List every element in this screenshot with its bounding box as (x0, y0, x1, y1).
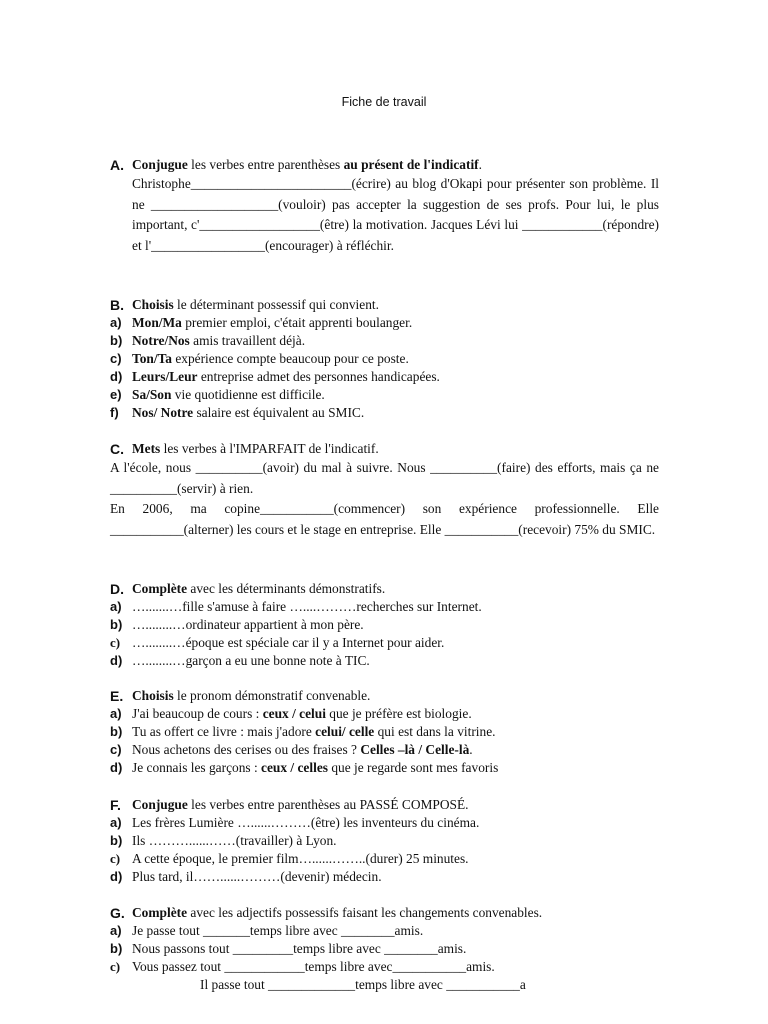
section-d (110, 580, 659, 670)
section-f (110, 796, 659, 886)
list-item: a) J'ai beaucoup de cours : ceux / celui que je préfère est biologie. (110, 706, 472, 721)
list-item: b) Notre/Nos amis travaillent déjà. (110, 333, 306, 348)
list-item: b) Nous passons tout _________temps libre avec ________amis. (110, 941, 467, 956)
section-g (110, 904, 659, 994)
list-item: c) Nous achetons des cerises ou des fraises ? Celles –là / Celle-là. (110, 742, 473, 757)
list-item: e) Sa/Son vie quotidienne est difficile. (110, 387, 325, 402)
section-e-instruction: E. Choisis le pronom démonstratif convenable. (110, 688, 371, 704)
list-item: b) Tu as offert ce livre : mais j'adore celui/ celle qui est dans la vitrine. (110, 724, 496, 739)
section-a (110, 156, 659, 256)
list-item: a) Je passe tout _______temps libre avec ________amis. (110, 923, 424, 938)
section-c-paragraph-1: A l'école, nous __________(avoir) du mal à suivre. Nous __________(faire) des efforts, mais ça ne __________(servir) à rien. (110, 460, 659, 496)
section-c-paragraph-2: En 2006, ma copine___________(commencer) son expérience professionnelle. Elle ___________(alterner) les cours et le stage en entreprise. Elle ___________(recevoir) 75% du SMIC. (110, 501, 659, 537)
section-g-last-line: Il passe tout _____________temps libre avec ___________a (200, 977, 526, 992)
page-title: Fiche de travail (341, 95, 427, 109)
section-b (110, 296, 659, 422)
list-item: b) …........…ordinateur appartient à mon père. (110, 617, 364, 632)
list-item: c) Ton/Ta expérience compte beaucoup pour ce poste. (110, 351, 409, 366)
list-item: f) Nos/ Notre salaire est équivalent au SMIC. (110, 405, 365, 420)
list-item: d) Je connais les garçons : ceux / celles que je regarde sont mes favoris (110, 760, 499, 775)
section-c-instruction: C. Mets les verbes à l'IMPARFAIT de l'indicatif. (110, 441, 379, 457)
section-d-instruction: D. Complète avec les déterminants démonstratifs. (110, 581, 386, 597)
section-g-instruction: G. Complète avec les adjectifs possessifs faisant les changements convenables. (110, 905, 543, 921)
list-item: d) Plus tard, il……......………(devenir) médecin. (110, 869, 382, 884)
list-item: a) Mon/Ma premier emploi, c'était apprenti boulanger. (110, 315, 413, 330)
list-item: b) Ils ………......……(travailler) à Lyon. (110, 833, 337, 848)
section-b-instruction: B. Choisis le déterminant possessif qui convient. (110, 297, 379, 313)
list-item: a) ….......…fille s'amuse à faire …....………recherches sur Internet. (110, 599, 482, 614)
section-a-instruction: A. Conjugue les verbes entre parenthèses au présent de l'indicatif. (110, 157, 482, 173)
section-e (110, 687, 659, 777)
list-item: d) Leurs/Leur entreprise admet des personnes handicapées. (110, 369, 440, 384)
list-item: a) Les frères Lumière …......………(être) les inventeurs du cinéma. (110, 815, 480, 830)
list-item: d) …........…garçon a eu une bonne note à TIC. (110, 653, 370, 668)
section-a-paragraph: Christophe________________________(écrire) au blog d'Okapi pour présenter son problème. Il ne ___________________(vouloir) pas accepter la suggestion de ses profs. Pour lui, le plus important, c'__________________(être) la motivation. Jacques Lévi lui ____________(répondre) et l'_________________(encourager) à réfléchir. (132, 176, 659, 253)
list-item: c) Vous passez tout ____________temps libre avec___________amis. (110, 959, 495, 974)
list-item: c) A cette époque, le premier film…......……..(durer) 25 minutes. (110, 851, 469, 866)
section-c (110, 440, 659, 540)
section-f-instruction: F. Conjugue les verbes entre parenthèses au PASSÉ COMPOSÉ. (110, 797, 469, 813)
list-item: c) …........…époque est spéciale car il y a Internet pour aider. (110, 635, 445, 650)
